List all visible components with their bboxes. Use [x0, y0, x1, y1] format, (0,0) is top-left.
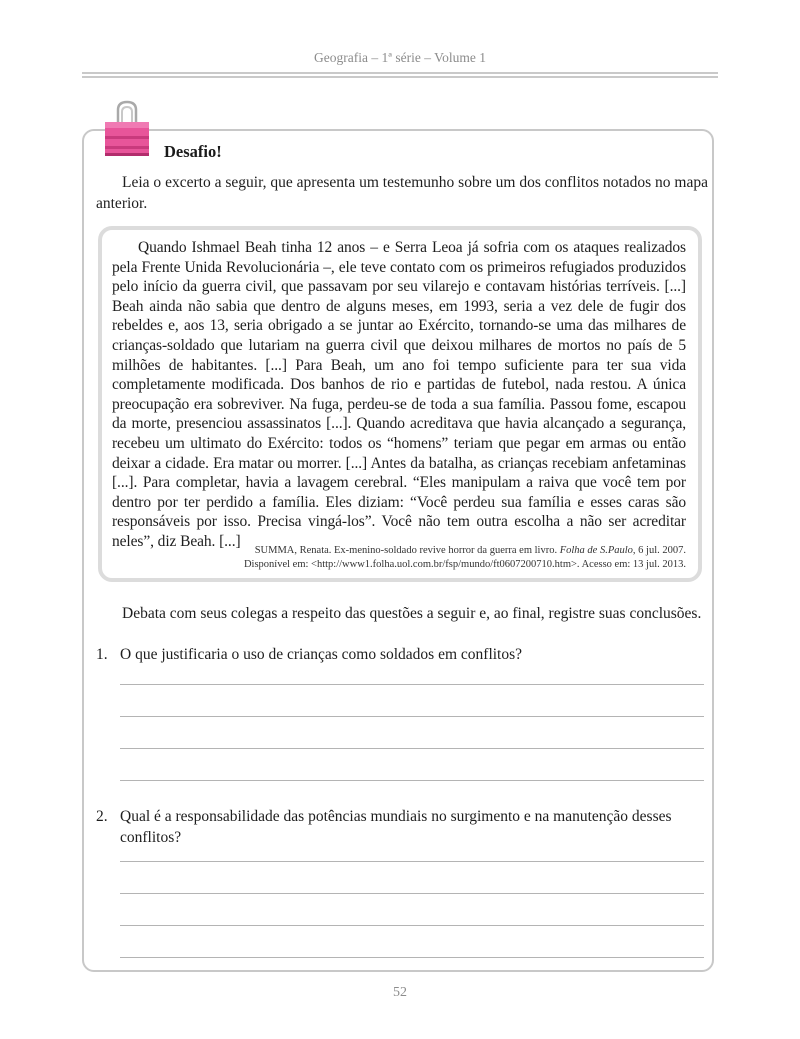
question-number: 2. — [96, 808, 108, 825]
citation — [126, 544, 686, 572]
citation-date: , 6 jul. 2007. — [632, 545, 686, 556]
answer-line[interactable] — [120, 957, 704, 958]
debate-instruction: Debata com seus colegas a respeito das questões a seguir e, ao final, registre suas conclusões. — [122, 605, 702, 622]
header-rule — [82, 72, 718, 78]
answer-line[interactable] — [120, 684, 704, 685]
answer-line[interactable] — [120, 716, 704, 717]
citation-source: Folha de S.Paulo — [559, 545, 633, 556]
citation-author: SUMMA, Renata. Ex-menino-soldado revive horror da guerra em livro. — [254, 545, 558, 556]
running-header: Geografia – 1ª série – Volume 1 — [314, 50, 486, 65]
quote-text: Quando Ishmael Beah tinha 12 anos – e Serra Leoa já sofria com os ataques realizados pela Frente Unida Revolucionária –, ele teve contato com os primeiros refugiados produzidos pelo início da guerra civil, que passavam por seu vilarejo e contavam histórias terríveis. [...] Beah ainda não sabia que dentro de alguns meses, em 1993, seria a vez dele de fugir dos rebeldes e, aos 13, seria obrigado a se juntar ao Exército, tornando-se uma das milhares de crianças-soldado que lutariam na guerra civil que deixou milhares de mortos no país de 5 milhões de habitantes. [...] Para Beah, um ano foi tempo suficiente para ter sua vida completamente modificada. Dos banhos de rio e partidas de futebol, nada restou. A única preocupação era sobreviver. Na fuga, perdeu-se de toda a sua família. Passou fome, escapou da morte, presenciou assassinatos [...]. Quando acreditava que havia alcançado a segurança, recebeu um ultimato do Exército: todos os “homens” teriam que pegar em armas ou então deixar a cidade. Era matar ou morrer. [...] Antes da batalha, as crianças recebiam anfetaminas [...]. Para completar, havia a lavagem cerebral. “Eles manipulam a raiva que você tem por dentro por ter perdido a família. Eles diziam: “Você perdeu sua família e esses caras são responsáveis por isso. Precisa vingá-los”. Você não tem outra escolha a não ser acreditar neles”, diz Beah. [...] — [112, 239, 686, 550]
question-text: O que justificaria o uso de crianças como soldados em conflitos? — [120, 646, 523, 663]
answer-line[interactable] — [120, 893, 704, 894]
intro-paragraph: Leia o excerto a seguir, que apresenta um testemunho sobre um dos conflitos notados no mapa anterior. — [96, 174, 708, 212]
answer-line[interactable] — [120, 861, 704, 862]
citation-url: Disponível em: <http://www1.folha.uol.com.br/fsp/mundo/ft0607200710.htm>. Acesso em: 13 jul. 2013. — [243, 559, 686, 570]
answer-line[interactable] — [120, 925, 704, 926]
page-number: 52 — [393, 985, 407, 1000]
question-number: 1. — [96, 646, 108, 663]
binder-clip-icon — [102, 100, 152, 158]
answer-line[interactable] — [120, 748, 704, 749]
section-title: Desafio! — [164, 142, 222, 161]
answer-line[interactable] — [120, 780, 704, 781]
question-text: Qual é a responsabilidade das potências mundiais no surgimento e na manutenção desses conflitos? — [120, 808, 672, 846]
